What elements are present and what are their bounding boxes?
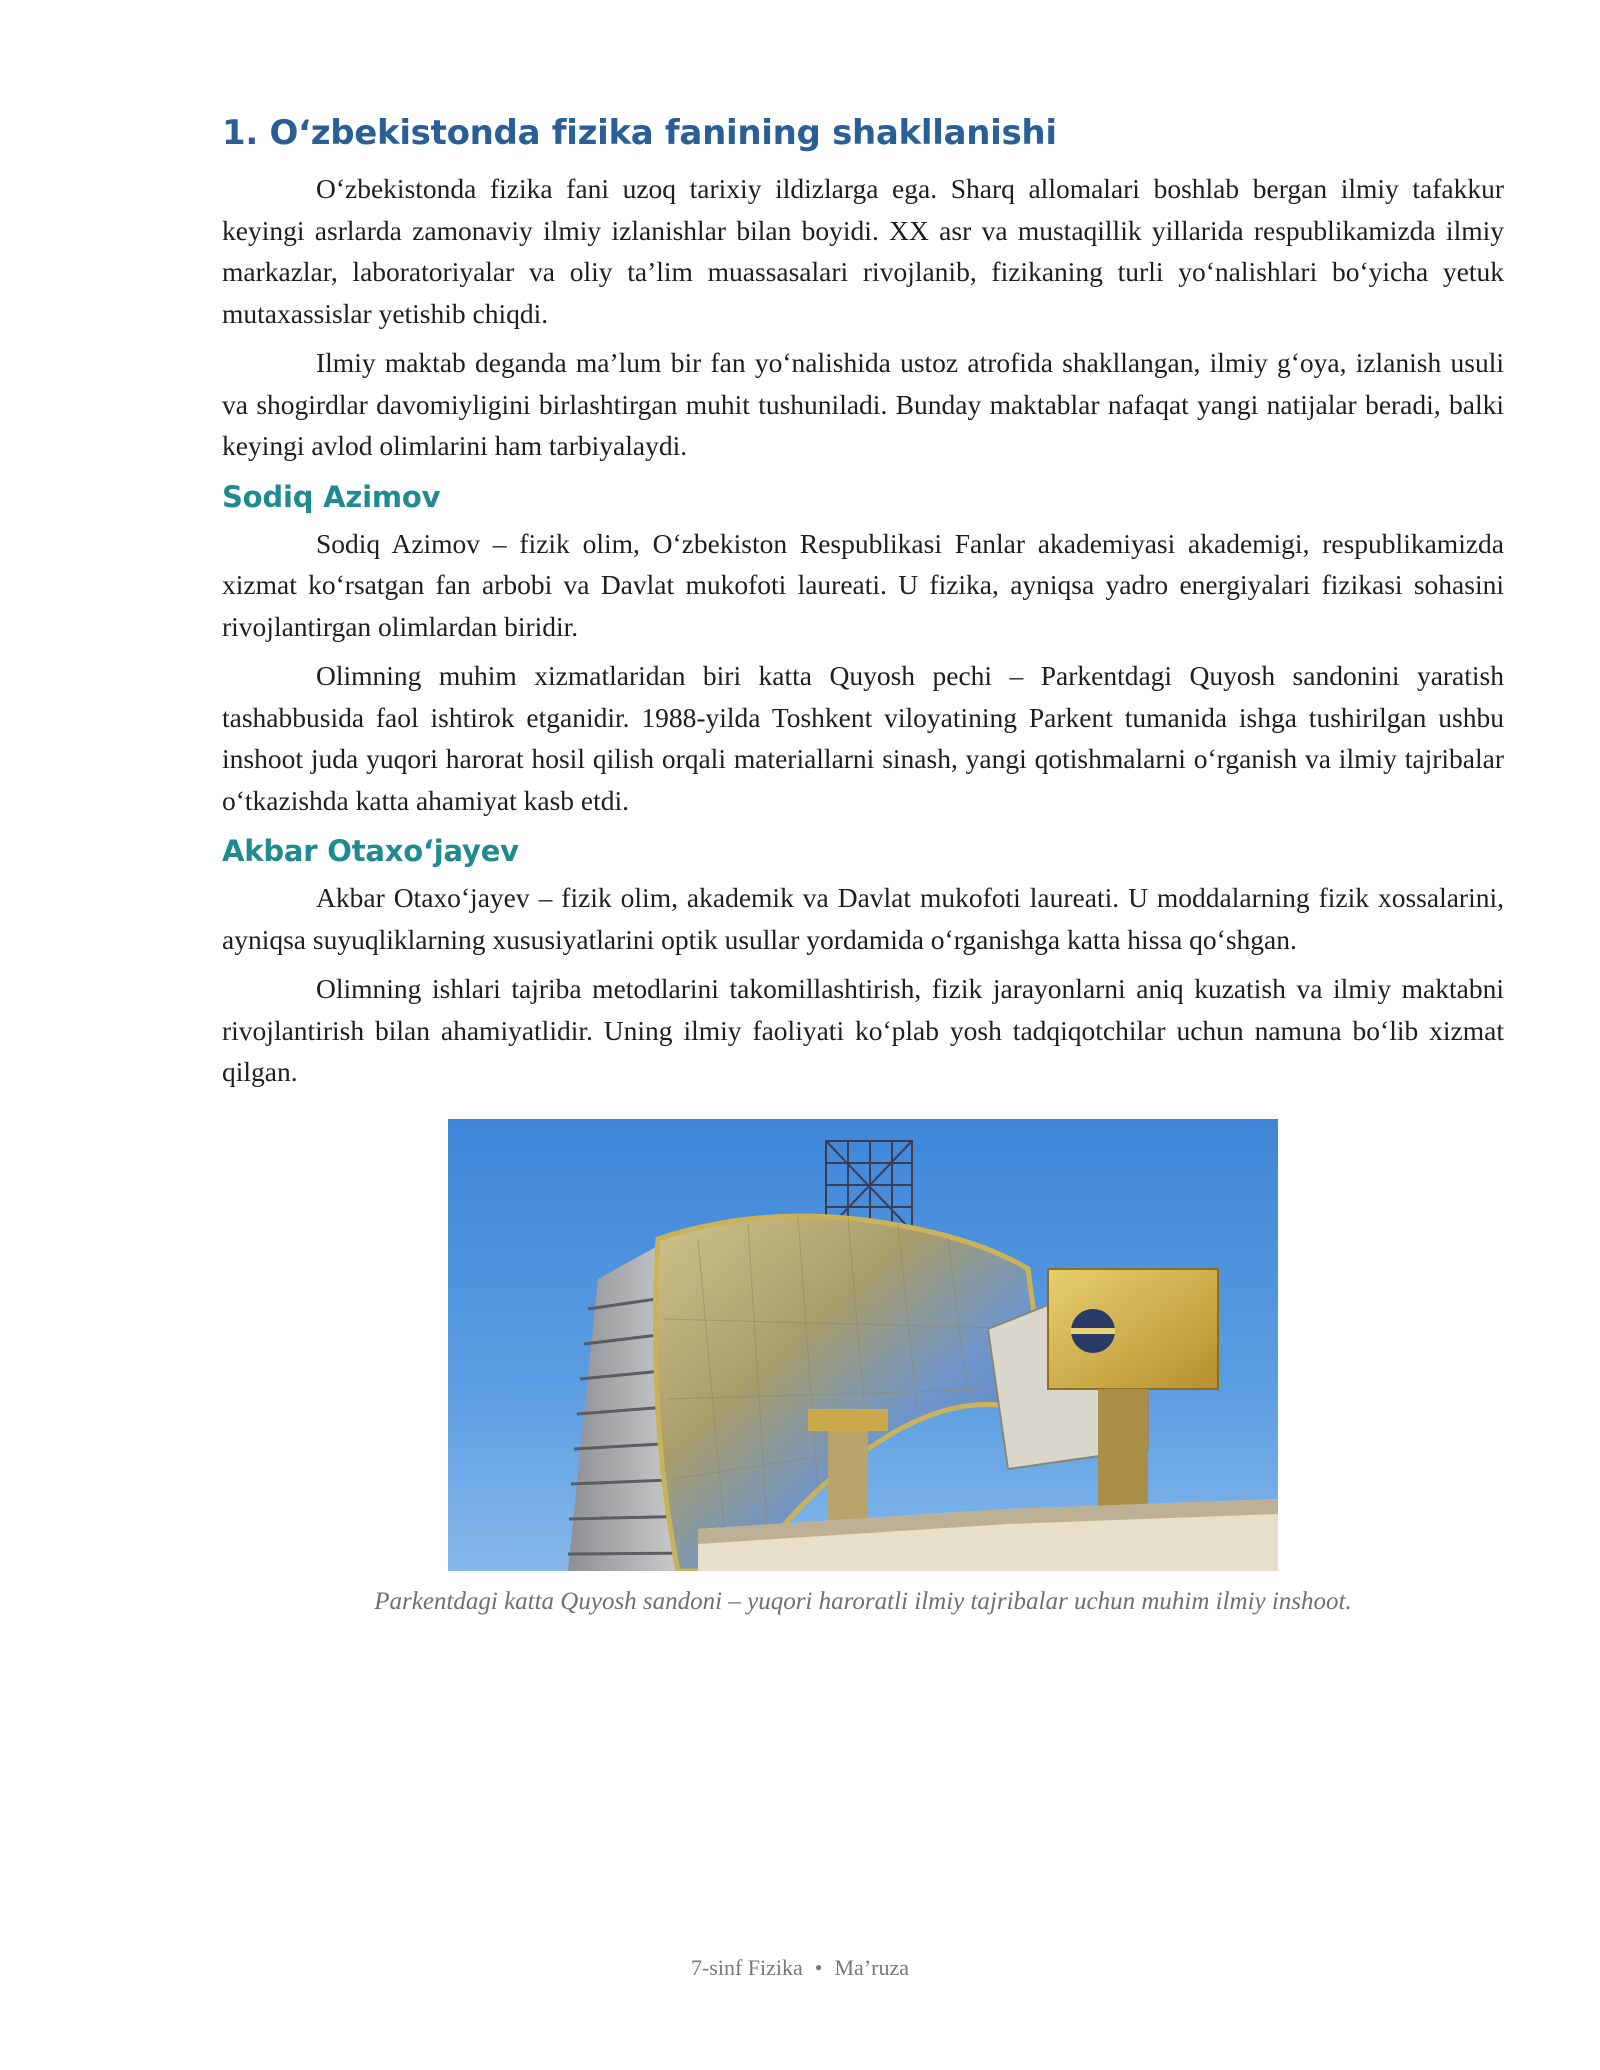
intro-paragraph-1: O‘zbekistonda fizika fani uzoq tarixiy ildizlarga ega. Sharq allomalari boshlab bergan ilmiy tafakkur keyingi asrlarda zamonaviy ilmiy izlanishlar bilan boyidi. XX asr va mustaqillik yillarida respublikamizda ilmiy markazlar, laboratoriyalar va oliy ta’lim muassasalari rivojlanib, fizikaning turli yo‘nalishlari bo‘yicha yetuk mutaxassislar yetishib chiqdi. [222,173,1504,329]
solar-furnace-photo [448,1119,1278,1571]
figure [222,1119,1504,1619]
azimov-paragraph-1: Sodiq Azimov – fizik olim, O‘zbekiston Respublikasi Fanlar akademiyasi akademigi, respublikamizda xizmat ko‘rsatgan fan arbobi va Davlat mukofoti laureati. U fizika, ayniqsa yadro energiyalari fizikasi sohasini rivojlantirgan olimlardan biridir. [222,527,1504,642]
document-page [222,108,1504,1619]
figure-caption: Parkentdagi katta Quyosh sandoni – yuqori haroratli ilmiy tajribalar uchun muhim ilmiy inshoot. [374,1587,1352,1615]
section-heading-otaxojayev: Akbar Otaxo‘jayev [222,834,519,868]
otaxojayev-paragraph-1: Akbar Otaxo‘jayev – fizik olim, akademik va Davlat mukofoti laureati. U moddalarning fizik xossalarini, ayniqsa suyuqliklarning xususiyatlarini optik usullar yordamida o‘rganishga katta hissa qo‘shgan. [222,882,1504,955]
azimov-paragraph-2: Olimning muhim xizmatlaridan biri katta Quyosh pechi – Parkentdagi Quyosh sandonini yaratish tashabbusida faol ishtirok etganidir. 1988-yilda Toshkent viloyatining Parkent tumanida ishga tushirilgan ushbu inshoot juda yuqori harorat hosil qilish orqali materiallarni sinash, yangi qotishmalarni o‘rganish va ilmiy tajribalar o‘tkazishda katta ahamiyat kasb etdi. [222,660,1504,816]
page-title: 1. O‘zbekistonda fizika fanining shakllanishi [222,113,1057,153]
footer-type: Ma’ruza [834,1955,910,1980]
section-heading-azimov: Sodiq Azimov [222,479,441,514]
footer-course: 7-sinf Fizika [690,1955,803,1980]
footer-separator: • [814,1955,823,1980]
page-footer [0,1955,1600,1981]
otaxojayev-paragraph-2: Olimning ishlari tajriba metodlarini takomillashtirish, fizik jarayonlarni aniq kuzatish va ilmiy maktabni rivojlantirish bilan ahamiyatlidir. Uning ilmiy faoliyati ko‘plab yosh tadqiqotchilar uchun namuna bo‘lib xizmat qilgan. [222,973,1504,1087]
intro-paragraph-2: Ilmiy maktab deganda ma’lum bir fan yo‘nalishida ustoz atrofida shakllangan, ilmiy g‘oya, izlanish usuli va shogirdlar davomiyligini birlashtirgan muhit tushuniladi. Bunday maktablar nafaqat yangi natijalar beradi, balki keyingi avlod olimlarini ham tarbiyalaydi. [222,347,1504,461]
